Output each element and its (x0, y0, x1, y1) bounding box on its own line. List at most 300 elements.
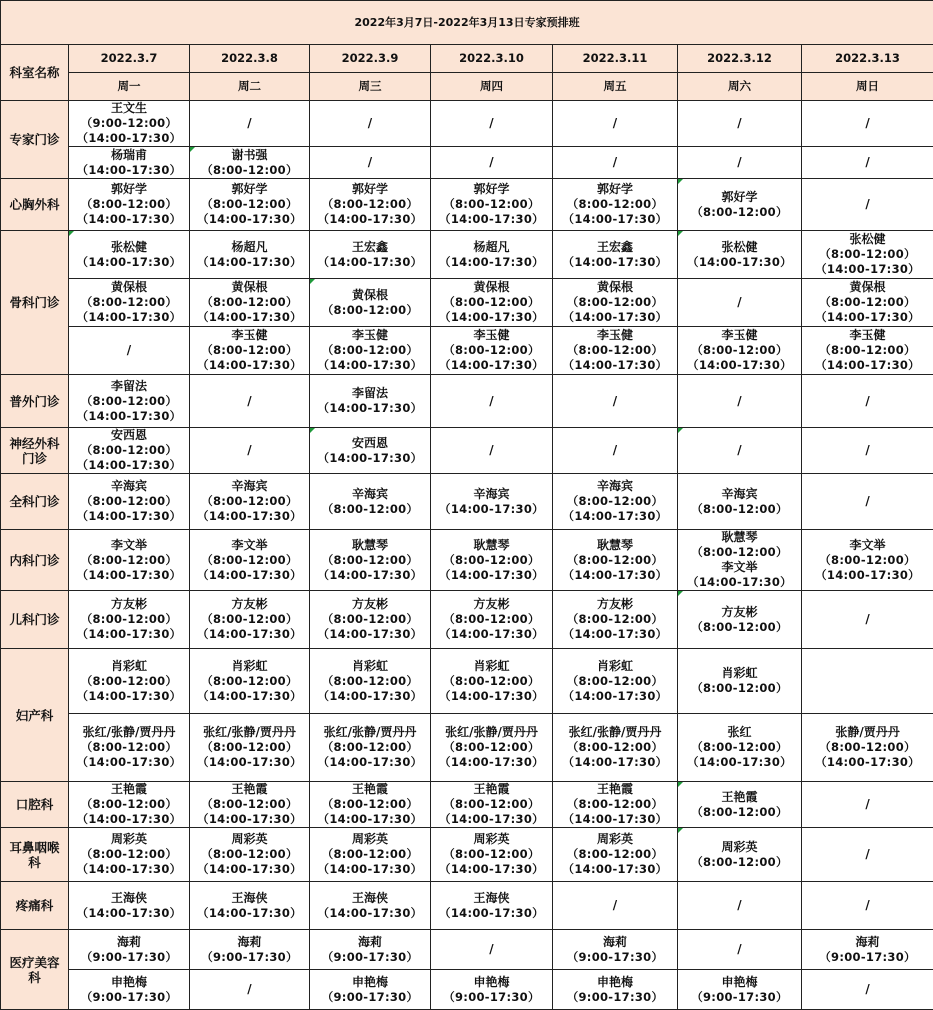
shift-time: （14:00-17:30） (431, 568, 552, 583)
doctor-name: 李玉健 (553, 328, 677, 343)
doctor-name: 安西恩 (310, 436, 430, 451)
doctor-name: / (190, 982, 309, 997)
schedule-cell (310, 474, 431, 530)
department-name: 神经外科 门诊 (1, 428, 69, 474)
schedule-cell (69, 714, 190, 782)
shift-time: （14:00-17:30） (69, 212, 189, 227)
shift-time: （14:00-17:30） (69, 755, 189, 770)
shift-time: （14:00-17:30） (190, 509, 309, 524)
schedule-cell (190, 231, 310, 279)
shift-time: （14:00-17:30） (69, 568, 189, 583)
shift-time: （14:00-17:30） (69, 862, 189, 877)
schedule-cell (802, 591, 933, 649)
shift-time: （8:00-12:00） (431, 553, 552, 568)
schedule-row (1, 231, 933, 279)
doctor-name: 李玉健 (190, 328, 309, 343)
weekday-row (1, 73, 933, 101)
shift-time: （8:00-12:00） (310, 553, 430, 568)
schedule-cell (190, 591, 310, 649)
shift-time: （8:00-12:00） (678, 855, 801, 870)
department-name: 普外门诊 (1, 375, 69, 428)
shift-time: （8:00-12:00） (678, 502, 801, 517)
schedule-cell (802, 828, 933, 882)
shift-time: （8:00-12:00） (190, 674, 309, 689)
doctor-name: 申艳梅 (69, 975, 189, 990)
shift-time: （14:00-17:30） (310, 568, 430, 583)
doctor-name: 申艳梅 (431, 975, 552, 990)
shift-time: （8:00-12:00） (190, 740, 309, 755)
shift-time: （8:00-12:00） (190, 494, 309, 509)
doctor-name: / (678, 942, 801, 957)
doctor-name: 黄保根 (431, 280, 552, 295)
schedule-row (1, 428, 933, 474)
schedule-cell (678, 231, 802, 279)
shift-time: （8:00-12:00） (190, 343, 309, 358)
doctor-name: 方友彬 (190, 597, 309, 612)
schedule-cell (431, 649, 553, 714)
doctor-name: 郭好学 (310, 182, 430, 197)
schedule-cell (802, 970, 933, 1010)
shift-time: （8:00-12:00） (69, 553, 189, 568)
shift-time: （8:00-12:00） (553, 797, 677, 812)
shift-time: （8:00-12:00） (802, 553, 933, 568)
schedule-cell (431, 591, 553, 649)
doctor-name: 方友彬 (310, 597, 430, 612)
shift-time: （8:00-12:00） (310, 797, 430, 812)
shift-time: （14:00-17:30） (678, 575, 801, 590)
shift-time: （9:00-17:30） (678, 990, 801, 1005)
shift-time: （14:00-17:30） (310, 627, 430, 642)
schedule-cell (69, 101, 190, 147)
schedule-cell (69, 279, 190, 327)
shift-time: （14:00-17:30） (431, 689, 552, 704)
department-name: 口腔科 (1, 782, 69, 828)
schedule-cell (310, 591, 431, 649)
department-name: 全科门诊 (1, 474, 69, 530)
schedule-cell (190, 828, 310, 882)
shift-time: （9:00-17:30） (190, 950, 309, 965)
doctor-name: 郭好学 (553, 182, 677, 197)
schedule-cell (678, 530, 802, 591)
schedule-cell (678, 428, 802, 474)
shift-time: （14:00-17:30） (431, 212, 552, 227)
schedule-cell (802, 530, 933, 591)
shift-time: （14:00-17:30） (553, 212, 677, 227)
schedule-cell (69, 231, 190, 279)
doctor-name: 辛海宾 (678, 487, 801, 502)
doctor-name: 王艳霞 (678, 790, 801, 805)
shift-time: （8:00-12:00） (69, 494, 189, 509)
schedule-cell (553, 375, 678, 428)
doctor-name: 李文举 (190, 538, 309, 553)
doctor-name: 耿慧琴 (431, 538, 552, 553)
doctor-name: / (678, 394, 801, 409)
shift-time: （8:00-12:00） (431, 295, 552, 310)
schedule-cell (190, 930, 310, 970)
schedule-cell (310, 327, 431, 375)
doctor-name: 王文生 (69, 101, 189, 116)
shift-time: （8:00-12:00） (69, 443, 189, 458)
shift-time: （14:00-17:30） (802, 310, 933, 325)
shift-time: （14:00-17:30） (69, 689, 189, 704)
doctor-name: / (553, 443, 677, 458)
shift-time: （8:00-12:00） (802, 295, 933, 310)
shift-time: （8:00-12:00） (190, 197, 309, 212)
shift-time: （14:00-17:30） (310, 862, 430, 877)
shift-time: （14:00-17:30） (553, 310, 677, 325)
shift-time: （14:00-17:30） (553, 689, 677, 704)
doctor-name: 辛海宾 (310, 487, 430, 502)
schedule-cell (190, 327, 310, 375)
doctor-name: 杨超凡 (190, 240, 309, 255)
weekday-header: 周一 (69, 73, 190, 101)
date-row (1, 45, 933, 73)
doctor-name: 郭好学 (431, 182, 552, 197)
schedule-cell (310, 970, 431, 1010)
shift-time: （14:00-17:30） (190, 310, 309, 325)
shift-time: （14:00-17:30） (553, 627, 677, 642)
shift-time: （14:00-17:30） (310, 906, 430, 921)
doctor-name: 张红/张静/贾丹丹 (431, 725, 552, 740)
schedule-cell (431, 231, 553, 279)
shift-time: （8:00-12:00） (310, 303, 430, 318)
shift-time: （8:00-12:00） (553, 494, 677, 509)
doctor-name: 辛海宾 (190, 479, 309, 494)
shift-time: （8:00-12:00） (190, 163, 309, 178)
schedule-cell (69, 179, 190, 231)
shift-time: （8:00-12:00） (431, 343, 552, 358)
doctor-name: 方友彬 (69, 597, 189, 612)
shift-time: （8:00-12:00） (69, 847, 189, 862)
schedule-row (1, 101, 933, 147)
schedule-cell (310, 782, 431, 828)
doctor-name: / (802, 155, 933, 170)
doctor-name: / (431, 155, 552, 170)
doctor-name: / (802, 494, 933, 509)
shift-time: （8:00-12:00） (69, 740, 189, 755)
schedule-cell (553, 828, 678, 882)
dept-column-header: 科室名称 (1, 45, 69, 101)
doctor-name: 耿慧琴 (310, 538, 430, 553)
schedule-cell (69, 327, 190, 375)
weekday-header: 周二 (190, 73, 310, 101)
shift-time: （8:00-12:00） (190, 797, 309, 812)
doctor-name: / (553, 116, 677, 131)
shift-time: （8:00-12:00） (678, 805, 801, 820)
schedule-cell (678, 474, 802, 530)
shift-time: （14:00-17:30） (553, 568, 677, 583)
schedule-cell (190, 882, 310, 930)
schedule-row (1, 147, 933, 179)
shift-time: （14:00-17:30） (678, 755, 801, 770)
shift-time: （9:00-17:30） (802, 950, 933, 965)
shift-time: （14:00-17:30） (190, 689, 309, 704)
shift-time: （8:00-12:00） (553, 343, 677, 358)
schedule-cell (678, 882, 802, 930)
shift-time: （14:00-17:30） (310, 812, 430, 827)
schedule-cell (553, 591, 678, 649)
weekday-header: 周六 (678, 73, 802, 101)
doctor-name: 安西恩 (69, 428, 189, 443)
doctor-name: 张红/张静/贾丹丹 (310, 725, 430, 740)
doctor-name: 申艳梅 (310, 975, 430, 990)
schedule-cell (310, 179, 431, 231)
shift-time: （14:00-17:30） (431, 310, 552, 325)
schedule-row (1, 375, 933, 428)
shift-time: （14:00-17:30） (69, 458, 189, 473)
shift-time: （14:00-17:30） (69, 255, 189, 270)
schedule-cell (431, 428, 553, 474)
doctor-name: / (802, 612, 933, 627)
schedule-row (1, 591, 933, 649)
doctor-name: / (678, 116, 801, 131)
doctor-name: 黄保根 (190, 280, 309, 295)
shift-time: （8:00-12:00） (69, 612, 189, 627)
schedule-cell (802, 147, 933, 179)
shift-time: （8:00-12:00） (802, 247, 933, 262)
schedule-cell (802, 428, 933, 474)
doctor-name: 王海侠 (190, 891, 309, 906)
shift-time: （14:00-17:30） (69, 509, 189, 524)
doctor-name: 李文举 (802, 538, 933, 553)
doctor-name: 耿慧琴 (678, 530, 801, 545)
shift-time: （8:00-12:00） (190, 612, 309, 627)
shift-time: （14:00-17:30） (190, 212, 309, 227)
schedule-cell (431, 474, 553, 530)
doctor-name: 肖彩虹 (310, 659, 430, 674)
schedule-row (1, 882, 933, 930)
schedule-cell (678, 782, 802, 828)
schedule-cell (678, 591, 802, 649)
schedule-cell (69, 428, 190, 474)
shift-time: （8:00-12:00） (190, 295, 309, 310)
shift-time: （14:00-17:30） (310, 689, 430, 704)
schedule-cell (310, 930, 431, 970)
shift-time: （14:00-17:30） (310, 451, 430, 466)
schedule-cell (431, 970, 553, 1010)
shift-time: （14:00-17:30） (802, 755, 933, 770)
schedule-cell (69, 530, 190, 591)
shift-time: （14:00-17:30） (190, 755, 309, 770)
shift-time: （14:00-17:30） (802, 262, 933, 277)
shift-time: （8:00-12:00） (69, 394, 189, 409)
doctor-name: / (69, 343, 189, 358)
schedule-cell (678, 327, 802, 375)
doctor-name: 周彩英 (69, 832, 189, 847)
shift-time: （8:00-12:00） (69, 295, 189, 310)
shift-time: （14:00-17:30） (553, 862, 677, 877)
schedule-cell (802, 714, 933, 782)
shift-time: （9:00-17:30） (310, 990, 430, 1005)
doctor-name: / (802, 116, 933, 131)
schedule-cell (431, 714, 553, 782)
doctor-name: / (310, 155, 430, 170)
doctor-name: 张松健 (802, 232, 933, 247)
shift-time: （8:00-12:00） (553, 674, 677, 689)
doctor-name: / (190, 116, 309, 131)
schedule-cell (69, 147, 190, 179)
shift-time: （14:00-17:30） (802, 568, 933, 583)
weekday-header: 周五 (553, 73, 678, 101)
doctor-name: 王艳霞 (69, 782, 189, 797)
doctor-name: 张静/贾丹丹 (802, 725, 933, 740)
schedule-cell (310, 828, 431, 882)
shift-time: （14:00-17:30） (69, 906, 189, 921)
shift-time: （14:00-17:30） (69, 131, 189, 146)
doctor-name: 谢书强 (190, 148, 309, 163)
shift-time: （8:00-12:00） (553, 612, 677, 627)
shift-time: （14:00-17:30） (190, 627, 309, 642)
doctor-name: 耿慧琴 (553, 538, 677, 553)
doctor-name: / (802, 797, 933, 812)
shift-time: （14:00-17:30） (431, 755, 552, 770)
schedule-row (1, 930, 933, 970)
shift-time: （8:00-12:00） (678, 205, 801, 220)
schedule-cell (431, 147, 553, 179)
shift-time: （8:00-12:00） (69, 674, 189, 689)
shift-time: （8:00-12:00） (310, 197, 430, 212)
doctor-name: 张松健 (678, 240, 801, 255)
schedule-cell (802, 649, 933, 714)
schedule-cell (678, 375, 802, 428)
date-header: 2022.3.13 (802, 45, 933, 73)
doctor-name: 杨瑞甫 (69, 148, 189, 163)
schedule-cell (553, 970, 678, 1010)
schedule-row (1, 179, 933, 231)
schedule-cell (802, 279, 933, 327)
schedule-row (1, 474, 933, 530)
schedule-cell (553, 231, 678, 279)
schedule-cell (310, 428, 431, 474)
doctor-name: 王艳霞 (310, 782, 430, 797)
doctor-name: 黄保根 (310, 288, 430, 303)
shift-time: （8:00-12:00） (431, 197, 552, 212)
doctor-name: 周彩英 (310, 832, 430, 847)
weekday-header: 周四 (431, 73, 553, 101)
schedule-cell (553, 882, 678, 930)
shift-time: （14:00-17:30） (553, 755, 677, 770)
shift-time: （14:00-17:30） (69, 310, 189, 325)
schedule-cell (190, 147, 310, 179)
doctor-name: 申艳梅 (553, 975, 677, 990)
schedule-cell (310, 231, 431, 279)
date-header: 2022.3.8 (190, 45, 310, 73)
schedule-row (1, 279, 933, 327)
schedule-cell (678, 101, 802, 147)
doctor-name: 辛海宾 (431, 487, 552, 502)
doctor-name: / (431, 116, 552, 131)
schedule-cell (431, 279, 553, 327)
schedule-cell (69, 782, 190, 828)
shift-time: （14:00-17:30） (431, 862, 552, 877)
schedule-cell (678, 930, 802, 970)
schedule-cell (69, 649, 190, 714)
shift-time: （14:00-17:30） (553, 358, 677, 373)
schedule-cell (190, 970, 310, 1010)
schedule-cell (190, 714, 310, 782)
shift-time: （8:00-12:00） (310, 674, 430, 689)
shift-time: （8:00-12:00） (190, 847, 309, 862)
doctor-name: 张红/张静/贾丹丹 (190, 725, 309, 740)
department-name: 内科门诊 (1, 530, 69, 591)
date-header: 2022.3.12 (678, 45, 802, 73)
schedule-cell (678, 279, 802, 327)
schedule-cell (69, 882, 190, 930)
doctor-name: 李留法 (310, 386, 430, 401)
schedule-cell (190, 179, 310, 231)
schedule-cell (553, 530, 678, 591)
doctor-name: 方友彬 (553, 597, 677, 612)
doctor-name: 王海侠 (431, 891, 552, 906)
doctor-name: / (553, 898, 677, 913)
shift-time: （8:00-12:00） (553, 295, 677, 310)
schedule-cell (190, 474, 310, 530)
shift-time: （8:00-12:00） (310, 612, 430, 627)
shift-time: （8:00-12:00） (431, 847, 552, 862)
schedule-cell (190, 428, 310, 474)
shift-time: （14:00-17:30） (431, 627, 552, 642)
doctor-name: 王宏鑫 (310, 240, 430, 255)
shift-time: （8:00-12:00） (553, 740, 677, 755)
shift-time: （9:00-12:00） (69, 116, 189, 131)
shift-time: （9:00-17:30） (553, 950, 677, 965)
shift-time: （8:00-12:00） (431, 612, 552, 627)
doctor-name: 辛海宾 (553, 479, 677, 494)
shift-time: （14:00-17:30） (802, 358, 933, 373)
schedule-row (1, 782, 933, 828)
doctor-name: 申艳梅 (678, 975, 801, 990)
doctor-name: / (802, 394, 933, 409)
doctor-name: 黄保根 (69, 280, 189, 295)
department-name: 疼痛科 (1, 882, 69, 930)
shift-time: （14:00-17:30） (190, 812, 309, 827)
schedule-cell (431, 828, 553, 882)
doctor-name: 李玉健 (802, 328, 933, 343)
schedule-cell (802, 179, 933, 231)
doctor-name: 海莉 (802, 935, 933, 950)
shift-time: （14:00-17:30） (553, 255, 677, 270)
schedule-cell (802, 782, 933, 828)
doctor-name: / (431, 942, 552, 957)
doctor-name: 黄保根 (553, 280, 677, 295)
department-name: 妇产科 (1, 649, 69, 782)
doctor-name: / (802, 898, 933, 913)
schedule-row (1, 970, 933, 1010)
shift-time: （8:00-12:00） (310, 343, 430, 358)
shift-time: （14:00-17:30） (190, 862, 309, 877)
schedule-cell (431, 782, 553, 828)
schedule-cell (678, 179, 802, 231)
doctor-name: / (190, 443, 309, 458)
shift-time: （14:00-17:30） (310, 755, 430, 770)
schedule-cell (431, 882, 553, 930)
schedule-cell (310, 279, 431, 327)
shift-time: （14:00-17:30） (69, 409, 189, 424)
schedule-cell (553, 179, 678, 231)
schedule-cell (553, 930, 678, 970)
shift-time: （14:00-17:30） (190, 906, 309, 921)
date-header: 2022.3.7 (69, 45, 190, 73)
shift-time: （14:00-17:30） (190, 358, 309, 373)
shift-time: （8:00-12:00） (190, 553, 309, 568)
doctor-name: / (678, 155, 801, 170)
doctor-name: 李玉健 (310, 328, 430, 343)
doctor-name: 海莉 (310, 935, 430, 950)
schedule-cell (431, 375, 553, 428)
doctor-name: / (190, 394, 309, 409)
schedule-cell (678, 828, 802, 882)
weekday-header: 周日 (802, 73, 933, 101)
